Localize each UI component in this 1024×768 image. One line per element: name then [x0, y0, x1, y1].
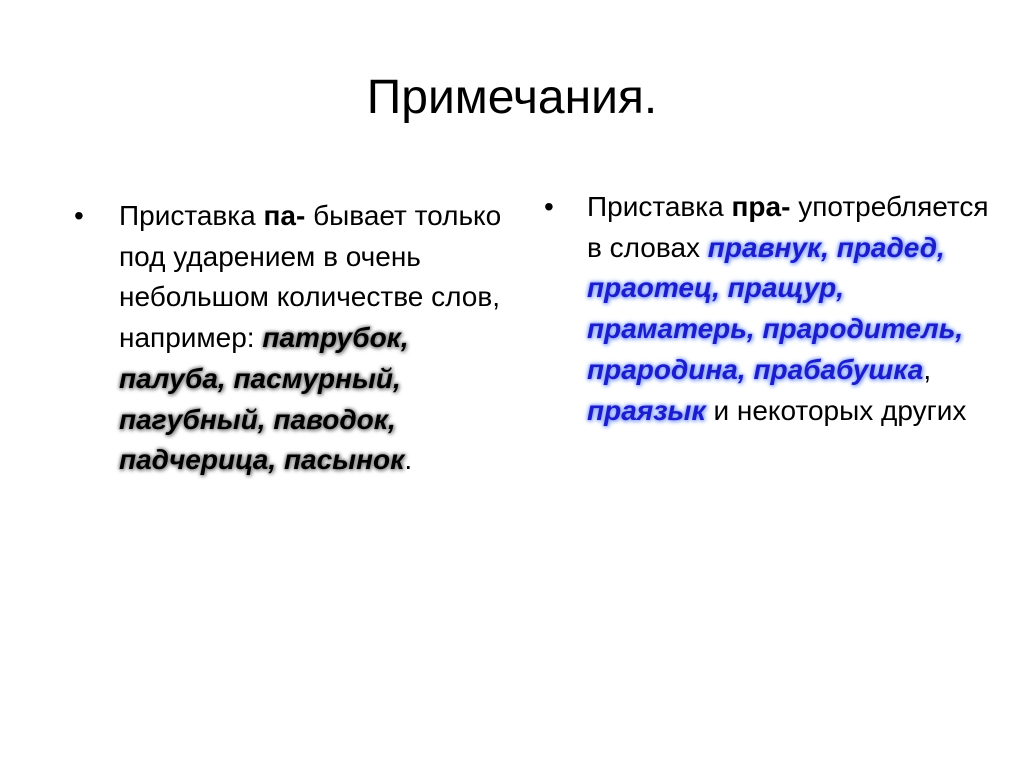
bullet-marker: • — [74, 200, 84, 231]
right-body-text: употребляется в словах — [587, 191, 989, 263]
right-intro-text: Приставка — [587, 191, 732, 222]
right-last-example: праязык — [587, 394, 706, 426]
right-examples: правнук, прадед, праотец, пращур, праматерь, прародитель, прародина, прабабушка — [587, 231, 964, 385]
bullet-marker: • — [544, 191, 554, 222]
right-bullet-item — [544, 187, 1007, 431]
right-separator: , — [923, 353, 932, 385]
left-bullet-item — [74, 196, 519, 481]
right-end-text: и некоторых других — [705, 394, 967, 426]
right-prefix: пра- — [731, 191, 791, 222]
left-intro-text: Приставка — [119, 200, 264, 231]
left-prefix: па- — [263, 200, 306, 231]
slide-title: Примечания. — [366, 71, 658, 124]
left-end-text: . — [404, 444, 413, 476]
left-examples: патрубок, палуба, пасмурный, пагубный, паводок, падчерица, пасынок — [119, 322, 409, 476]
left-body-text: бывает только под ударением в очень небольшом количестве слов, например: — [119, 200, 502, 354]
